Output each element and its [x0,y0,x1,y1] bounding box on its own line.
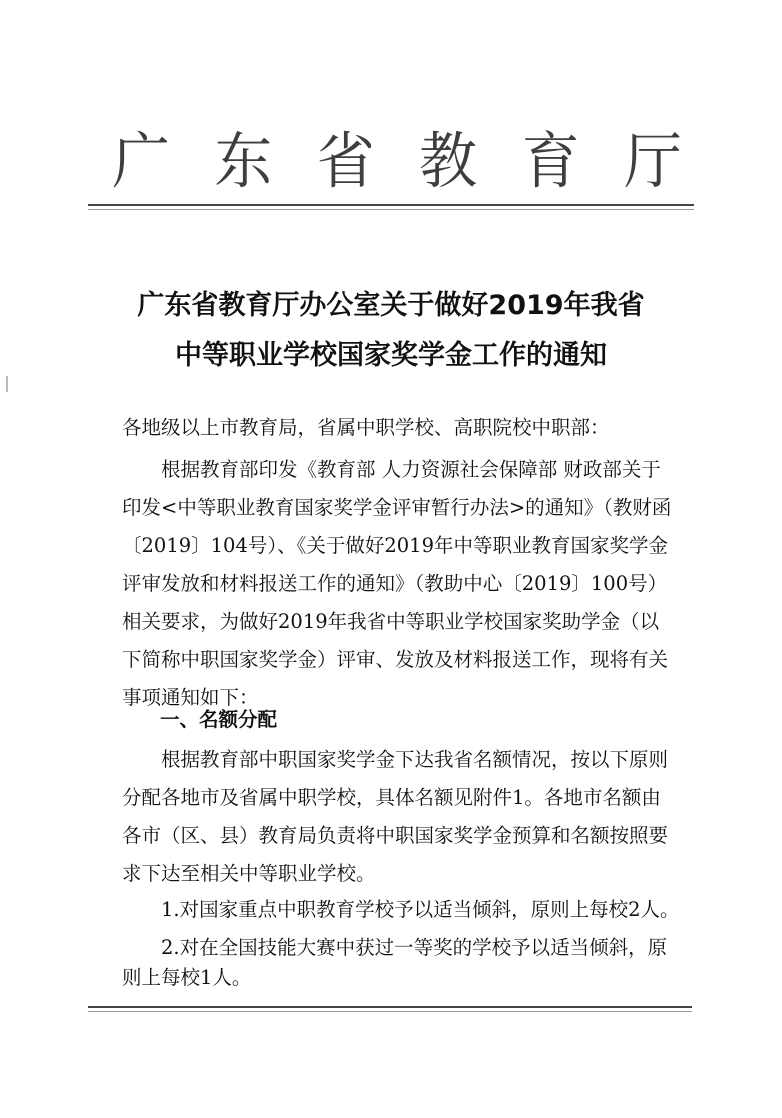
footer-rule-thin [88,1011,692,1012]
paragraph-line: 相关要求，为做好2019年我省中等职业学校国家奖助学金（以 [122,610,660,633]
paragraph-line: 分配各地市及省属中职学校，具体名额见附件1。各地市名额由 [122,786,661,809]
letterhead-char: 教 [419,125,478,197]
letterhead-char: 广 [112,125,171,197]
letterhead-char: 东 [214,125,273,197]
footer-rule [88,1006,692,1008]
paragraph-line: 印发<中等职业教育国家奖学金评审暂行办法>的通知》（教财函 [122,496,672,519]
document-title-line-1: 广东省教育厅办公室关于做好2019年我省 [137,290,645,321]
scan-edge-mark [6,376,8,392]
paragraph-line: 〔2019〕104号）、《关于做好2019年中等职业教育国家奖学金 [122,534,668,557]
section-heading: 一、名额分配 [160,708,278,731]
paragraph-line: 求下达至相关中等职业学校。 [122,862,376,885]
letterhead-rule-thin [88,209,694,210]
list-item-continuation: 则上每校1人。 [122,966,252,989]
paragraph-line: 事项通知如下： [122,686,259,709]
document-title-line-2: 中等职业学校国家奖学金工作的通知 [175,340,607,371]
letterhead [112,126,682,196]
salutation: 各地级以上市教育局，省属中职学校、高职院校中职部： [122,416,610,439]
paragraph-line: 各市（区、县）教育局负责将中职国家奖学金预算和名额按照要 [122,824,669,847]
paragraph-line: 下简称中职国家奖学金）评审、发放及材料报送工作，现将有关 [122,648,669,671]
paragraph-line: 评审发放和材料报送工作的通知》（教助中心〔2019〕100号） [122,572,668,595]
letterhead-char: 厅 [623,125,682,197]
paragraph-line: 根据教育部中职国家奖学金下达我省名额情况，按以下原则 [122,748,669,771]
paragraph-line: 根据教育部印发《教育部 人力资源社会保障部 财政部关于 [122,458,661,481]
list-item: 1.对国家重点中职教育学校予以适当倾斜，原则上每校2人。 [122,898,680,921]
list-item: 2.对在全国技能大赛中获过一等奖的学校予以适当倾斜，原 [122,936,668,959]
letterhead-rule [88,204,694,206]
letterhead-char: 省 [316,125,375,197]
letterhead-char: 育 [521,125,580,197]
